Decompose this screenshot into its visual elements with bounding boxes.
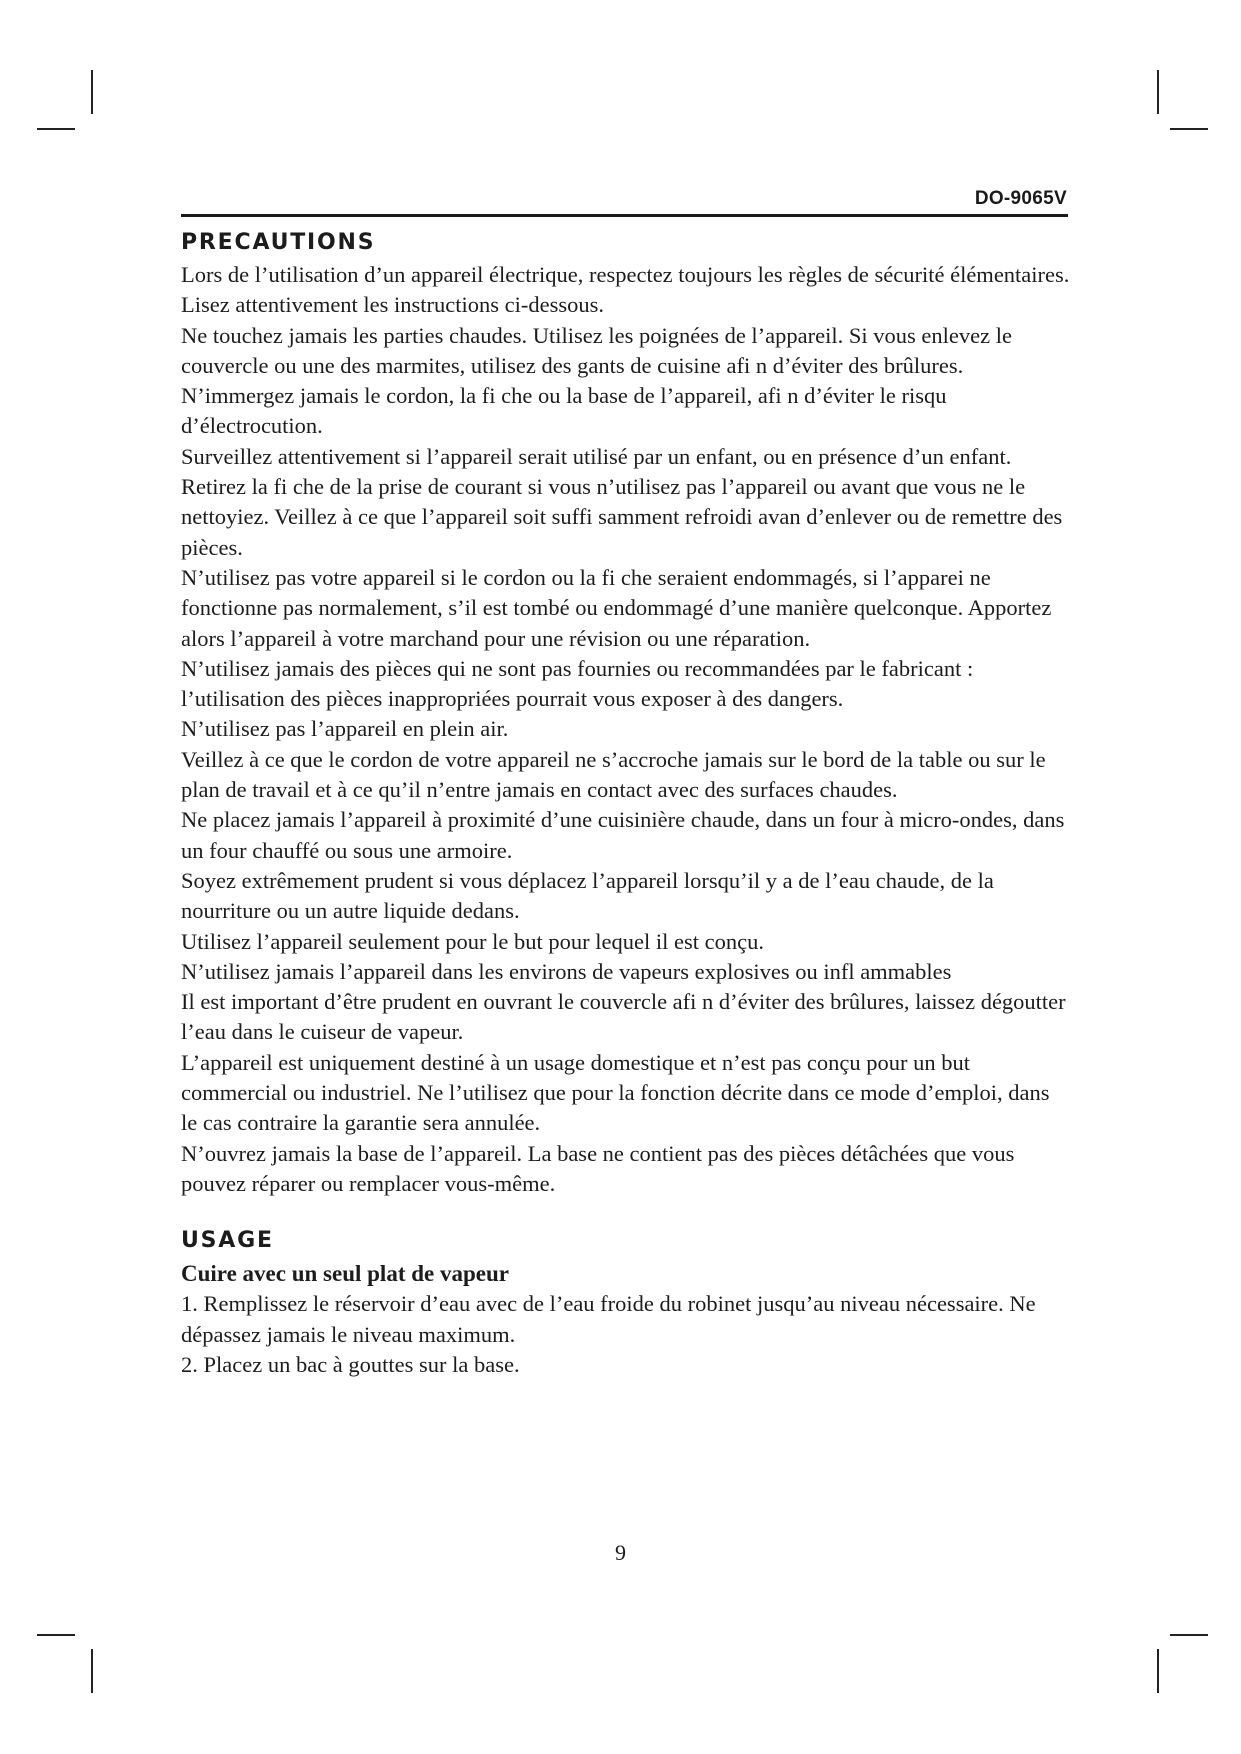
precautions-list bbox=[181, 260, 1071, 1199]
precautions-heading: PRECAUTIONS bbox=[181, 230, 376, 255]
precaution-paragraph: Il est important d’être prudent en ouvrant le couvercle afi n d’éviter des brûlures, laissez dégoutter l’eau dans le cuiseur de vapeur. bbox=[181, 989, 1066, 1045]
page-number: 9 bbox=[615, 1540, 626, 1565]
precaution-paragraph: Lisez attentivement les instructions ci-dessous. bbox=[181, 292, 605, 318]
crop-mark-top-right-horizontal bbox=[1170, 128, 1208, 130]
page-content bbox=[181, 226, 1071, 1380]
precaution-paragraph: Ne placez jamais l’appareil à proximité d’une cuisinière chaude, dans un four à micro-ondes, dans un four chauffé ou sous une armoire. bbox=[181, 807, 1065, 863]
crop-mark-bottom-left-vertical bbox=[91, 1649, 93, 1693]
precaution-paragraph: Veillez à ce que le cordon de votre appareil ne s’accroche jamais sur le bord de la table ou sur le plan de travail et à ce qu’il n’entre jamais en contact avec des surfaces chaudes. bbox=[181, 746, 1046, 803]
precaution-paragraph: Ne touchez jamais les parties chaudes. Utilisez les poignées de l’appareil. Si vous enlevez le couvercle ou une des marmites, utilisez des gants de cuisine afi n d’éviter des brûlures. bbox=[181, 322, 1012, 378]
crop-mark-bottom-left-horizontal bbox=[37, 1634, 75, 1636]
precaution-paragraph: N’utilisez pas l’appareil en plein air. bbox=[181, 716, 509, 742]
precaution-paragraph: N’utilisez jamais l’appareil dans les environs de vapeurs explosives ou infl ammables bbox=[181, 958, 952, 984]
crop-mark-bottom-right-vertical bbox=[1157, 1649, 1159, 1693]
usage-step: 2. Placez un bac à gouttes sur la base. bbox=[181, 1351, 520, 1377]
precaution-paragraph: N’ouvrez jamais la base de l’appareil. La base ne contient pas des pièces détâchées que vous pouvez réparer ou remplacer vous-même. bbox=[181, 1140, 1015, 1196]
usage-subheading: Cuire avec un seul plat de vapeur bbox=[181, 1261, 509, 1287]
crop-mark-bottom-right-horizontal bbox=[1170, 1634, 1208, 1636]
precaution-paragraph: Soyez extrêmement prudent si vous déplacez l’appareil lorsqu’il y a de l’eau chaude, de la nourriture ou un autre liquide dedans. bbox=[181, 867, 994, 924]
usage-steps bbox=[181, 1289, 1071, 1380]
precaution-paragraph: Retirez la fi che de la prise de courant si vous n’utilisez pas l’appareil ou avant que vous ne le nettoyiez. Veillez à ce que l’appareil soit suffi samment refroidi avan d’enlever ou de remettre des pièces. bbox=[181, 474, 1063, 560]
crop-mark-top-left-horizontal bbox=[37, 128, 75, 130]
precaution-paragraph: Lors de l’utilisation d’un appareil électrique, respectez toujours les règles de sécurité élémentaires. bbox=[181, 262, 1070, 287]
header-rule bbox=[181, 214, 1068, 217]
usage-step: 1. Remplissez le réservoir d’eau avec de l’eau froide du robinet jusqu’au niveau nécessaire. Ne dépassez jamais le niveau maximum. bbox=[181, 1291, 1036, 1347]
precaution-paragraph: Utilisez l’appareil seulement pour le but pour lequel il est conçu. bbox=[181, 928, 764, 954]
precaution-paragraph: N’utilisez jamais des pièces qui ne sont pas fournies ou recommandées par le fabricant : l’utilisation des pièces inappropriées pourrait vous exposer à des dangers. bbox=[181, 655, 974, 712]
precaution-paragraph: N’immergez jamais le cordon, la fi che ou la base de l’appareil, afi n d’éviter le risqu d’électrocution. bbox=[181, 383, 947, 439]
precaution-paragraph: N’utilisez pas votre appareil si le cordon ou la fi che seraient endommagés, si l’apparei ne fonctionne pas normalement, s’il est tombé ou endommagé d’une manière quelconque. Apportez alors l’appareil à votre marchand pour une révision ou une réparation. bbox=[181, 564, 1052, 651]
crop-mark-top-right-vertical bbox=[1157, 70, 1159, 114]
model-number: DO-9065V bbox=[974, 188, 1067, 209]
usage-heading: USAGE bbox=[181, 1228, 274, 1254]
crop-mark-top-left-vertical bbox=[91, 70, 93, 114]
precaution-paragraph: Surveillez attentivement si l’appareil serait utilisé par un enfant, ou en présence d’un enfant. bbox=[181, 443, 1012, 469]
precaution-paragraph: L’appareil est uniquement destiné à un usage domestique et n’est pas conçu pour un but commercial ou industriel. Ne l’utilisez que pour la fonction décrite dans ce mode d’emploi, dans le cas contraire la garantie sera annulée. bbox=[181, 1049, 1050, 1136]
